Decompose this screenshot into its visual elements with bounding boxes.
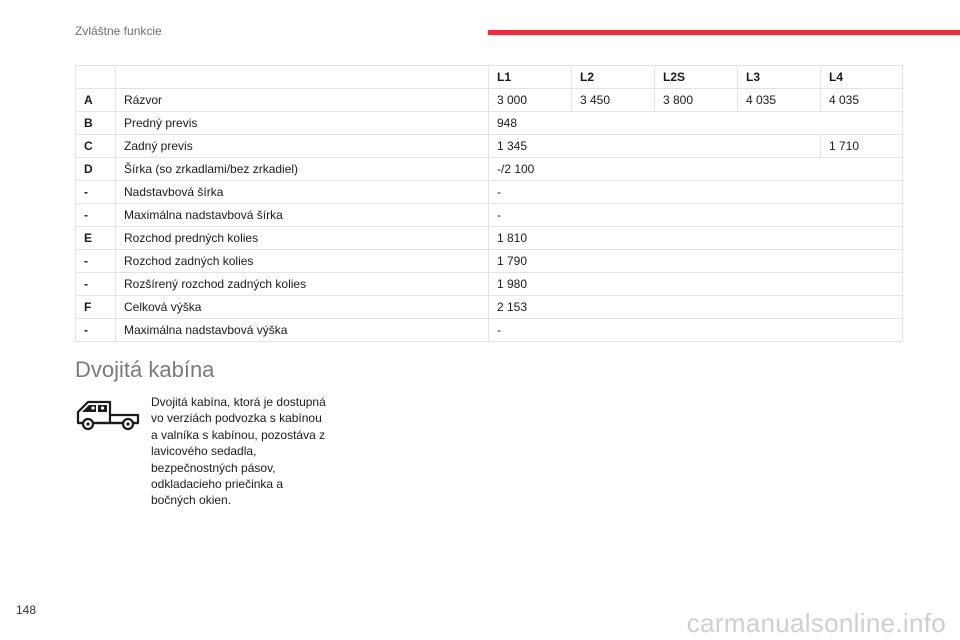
table-row: [76, 273, 903, 296]
row-label: Celková výška: [116, 296, 489, 319]
table-header-cell: L2: [572, 66, 655, 89]
page-number: 148: [16, 603, 37, 617]
row-value: 2 153: [489, 296, 903, 319]
table-row: [76, 250, 903, 273]
table-row: [76, 158, 903, 181]
row-code: B: [76, 112, 116, 135]
double-cab-truck-icon: [76, 397, 142, 431]
table-header-cell: L2S: [655, 66, 738, 89]
row-value: -/2 100: [489, 158, 903, 181]
row-label: Maximálna nadstavbová šírka: [116, 204, 489, 227]
table-row: [76, 319, 903, 342]
row-value: -: [489, 319, 903, 342]
table-row: [76, 89, 903, 112]
table-header-row: [76, 66, 903, 89]
section-title: Zvláštne funkcie: [75, 24, 162, 38]
row-label: Zadný previs: [116, 135, 489, 158]
row-label: Predný previs: [116, 112, 489, 135]
row-code: -: [76, 250, 116, 273]
row-code: D: [76, 158, 116, 181]
table-row: [76, 135, 903, 158]
row-value: 1 810: [489, 227, 903, 250]
row-value: 3 000: [489, 89, 572, 112]
table-header-cell: [76, 66, 116, 89]
row-code: C: [76, 135, 116, 158]
table-row: [76, 181, 903, 204]
row-value: -: [489, 181, 903, 204]
row-code: -: [76, 319, 116, 342]
row-value: -: [489, 204, 903, 227]
row-label: Šírka (so zrkadlami/bez zrkadiel): [116, 158, 489, 181]
row-value: 948: [489, 112, 903, 135]
table-header-cell: L4: [821, 66, 903, 89]
row-label: Rozchod zadných kolies: [116, 250, 489, 273]
row-label: Rozšírený rozchod zadných kolies: [116, 273, 489, 296]
row-value: 3 800: [655, 89, 738, 112]
table-row: [76, 227, 903, 250]
table-header-cell: L3: [738, 66, 821, 89]
section-paragraph: Dvojitá kabína, ktorá je dostupná vo verziách podvozka s kabínou a valníka s kabínou, pozostáva z lavicového sedadla, bezpečnostných pásov, odkladacieho priečinka a bočných okien.: [151, 395, 326, 508]
row-code: E: [76, 227, 116, 250]
row-value: 4 035: [821, 89, 903, 112]
row-label: Nadstavbová šírka: [116, 181, 489, 204]
row-value: 3 450: [572, 89, 655, 112]
row-code: -: [76, 204, 116, 227]
row-value: 4 035: [738, 89, 821, 112]
row-value: 1 980: [489, 273, 903, 296]
table-row: [76, 296, 903, 319]
row-label: Rozchod predných kolies: [116, 227, 489, 250]
row-label: Maximálna nadstavbová výška: [116, 319, 489, 342]
row-code: A: [76, 89, 116, 112]
row-code: F: [76, 296, 116, 319]
table-row: [76, 204, 903, 227]
table-header-cell: L1: [489, 66, 572, 89]
row-code: -: [76, 181, 116, 204]
dimensions-table: [75, 65, 903, 342]
row-label: Rázvor: [116, 89, 489, 112]
row-code: -: [76, 273, 116, 296]
table-row: [76, 112, 903, 135]
watermark: carmanualsonline.info: [686, 608, 946, 638]
section-heading: Dvojitá kabína: [75, 357, 215, 382]
row-value: 1 790: [489, 250, 903, 273]
row-value: 1 345: [489, 135, 821, 158]
table-header-cell: [116, 66, 489, 89]
row-value: 1 710: [821, 135, 903, 158]
header-accent-bar: [488, 30, 960, 35]
